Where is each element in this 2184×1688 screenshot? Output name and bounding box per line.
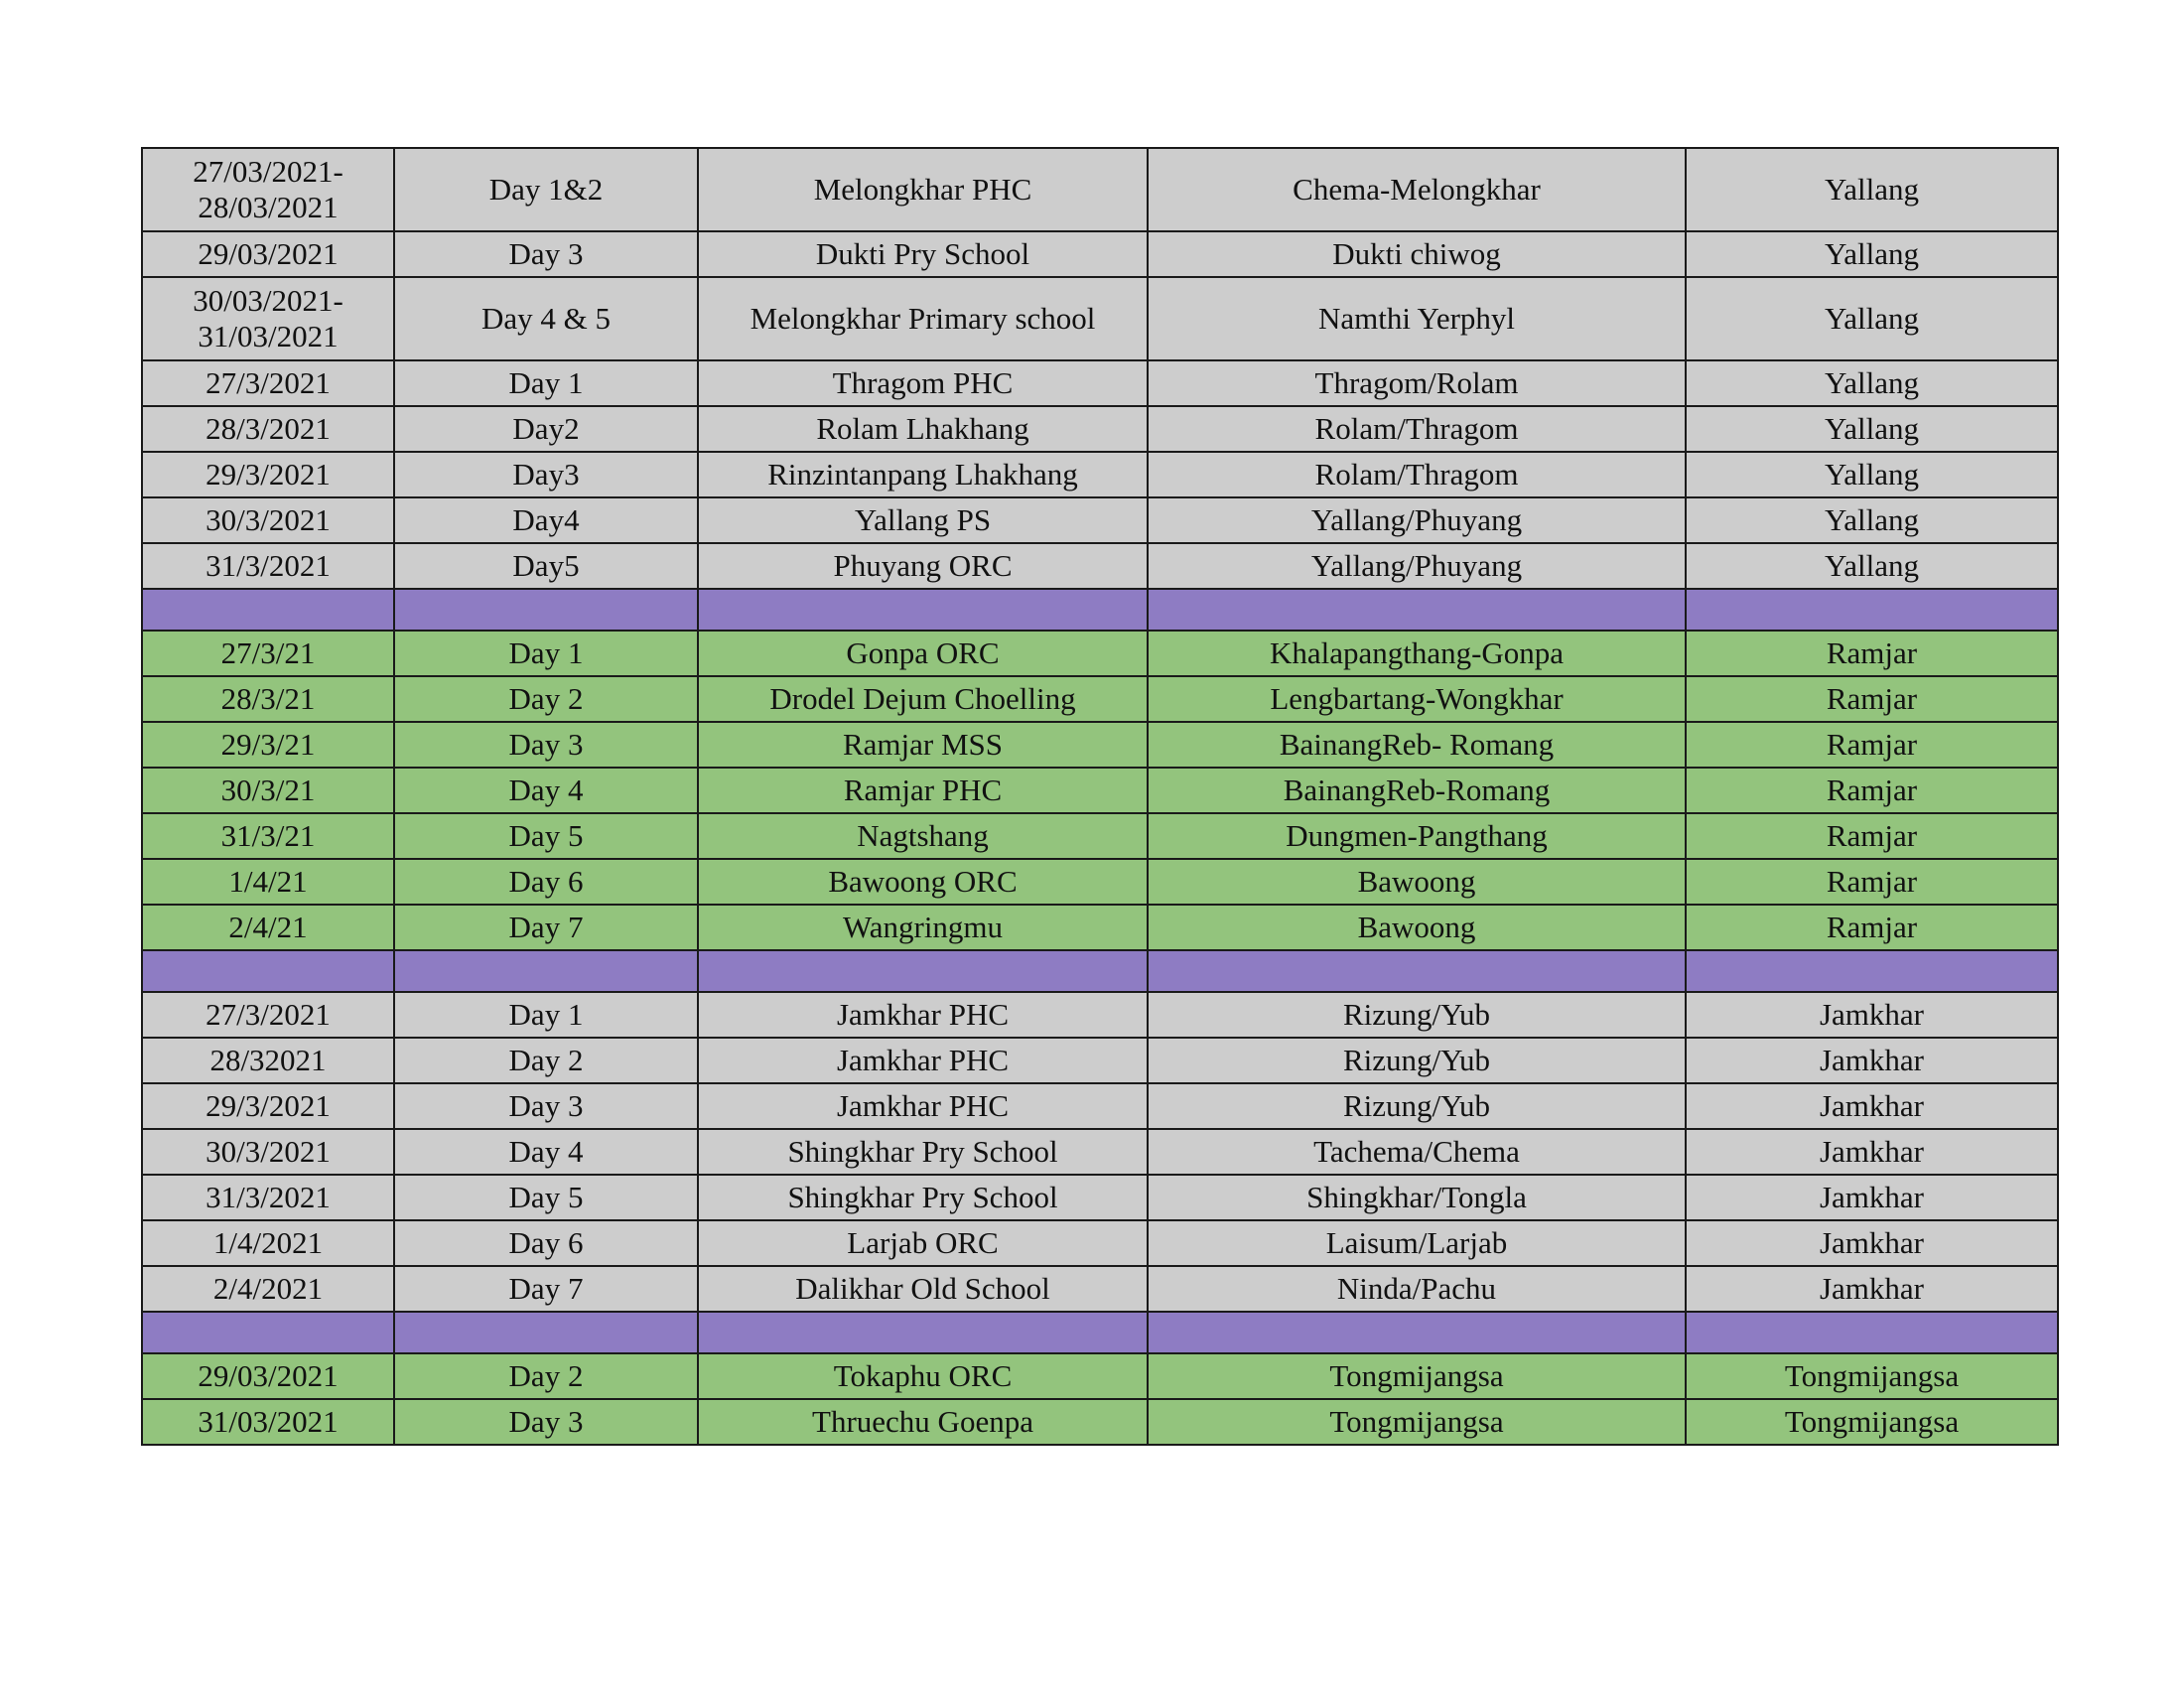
area-cell: Khalapangthang-Gonpa <box>1148 631 1686 676</box>
day-cell: Day5 <box>394 543 698 589</box>
separator-row <box>142 589 2058 631</box>
area-cell: Dukti chiwog <box>1148 231 1686 277</box>
day-cell: Day 1 <box>394 631 698 676</box>
table-row <box>142 722 2058 768</box>
day-cell: Day 3 <box>394 1083 698 1129</box>
venue-cell: Ramjar MSS <box>698 722 1148 768</box>
separator-cell <box>394 950 698 992</box>
date-cell: 27/03/2021-28/03/2021 <box>142 148 394 231</box>
gewog-cell: Yallang <box>1686 497 2058 543</box>
separator-cell <box>698 1312 1148 1353</box>
venue-cell: Wangringmu <box>698 905 1148 950</box>
gewog-cell: Ramjar <box>1686 768 2058 813</box>
venue-cell: Ramjar PHC <box>698 768 1148 813</box>
venue-cell: Larjab ORC <box>698 1220 1148 1266</box>
gewog-cell: Ramjar <box>1686 722 2058 768</box>
separator-row <box>142 950 2058 992</box>
venue-cell: Gonpa ORC <box>698 631 1148 676</box>
gewog-cell: Jamkhar <box>1686 1038 2058 1083</box>
venue-cell: Dalikhar Old School <box>698 1266 1148 1312</box>
venue-cell: Rolam Lhakhang <box>698 406 1148 452</box>
area-cell: Thragom/Rolam <box>1148 360 1686 406</box>
gewog-cell: Yallang <box>1686 452 2058 497</box>
table-row <box>142 1399 2058 1445</box>
area-cell: BainangReb- Romang <box>1148 722 1686 768</box>
area-cell: Tongmijangsa <box>1148 1353 1686 1399</box>
gewog-cell: Tongmijangsa <box>1686 1399 2058 1445</box>
separator-cell <box>1686 589 2058 631</box>
table-row <box>142 676 2058 722</box>
separator-cell <box>1148 1312 1686 1353</box>
date-cell: 2/4/2021 <box>142 1266 394 1312</box>
date-cell: 31/3/21 <box>142 813 394 859</box>
date-cell: 30/03/2021-31/03/2021 <box>142 277 394 360</box>
area-cell: Rolam/Thragom <box>1148 406 1686 452</box>
gewog-cell: Yallang <box>1686 231 2058 277</box>
venue-cell: Shingkhar Pry School <box>698 1129 1148 1175</box>
separator-cell <box>142 1312 394 1353</box>
day-cell: Day 4 & 5 <box>394 277 698 360</box>
gewog-cell: Ramjar <box>1686 905 2058 950</box>
venue-cell: Melongkhar PHC <box>698 148 1148 231</box>
date-cell: 31/3/2021 <box>142 1175 394 1220</box>
gewog-cell: Yallang <box>1686 148 2058 231</box>
day-cell: Day 1 <box>394 992 698 1038</box>
venue-cell: Jamkhar PHC <box>698 1083 1148 1129</box>
table-row <box>142 1266 2058 1312</box>
gewog-cell: Jamkhar <box>1686 1220 2058 1266</box>
date-cell: 28/3/2021 <box>142 406 394 452</box>
gewog-cell: Ramjar <box>1686 631 2058 676</box>
area-cell: Lengbartang-Wongkhar <box>1148 676 1686 722</box>
date-cell: 1/4/21 <box>142 859 394 905</box>
area-cell: Yallang/Phuyang <box>1148 497 1686 543</box>
day-cell: Day 2 <box>394 1353 698 1399</box>
table-row <box>142 1353 2058 1399</box>
day-cell: Day2 <box>394 406 698 452</box>
day-cell: Day 2 <box>394 1038 698 1083</box>
day-cell: Day 4 <box>394 768 698 813</box>
table-row <box>142 1220 2058 1266</box>
gewog-cell: Ramjar <box>1686 859 2058 905</box>
day-cell: Day 5 <box>394 1175 698 1220</box>
date-cell: 31/3/2021 <box>142 543 394 589</box>
gewog-cell: Jamkhar <box>1686 1266 2058 1312</box>
date-cell: 30/3/21 <box>142 768 394 813</box>
area-cell: Rizung/Yub <box>1148 1083 1686 1129</box>
area-cell: Rizung/Yub <box>1148 1038 1686 1083</box>
date-cell: 30/3/2021 <box>142 497 394 543</box>
table-row <box>142 497 2058 543</box>
venue-cell: Thruechu Goenpa <box>698 1399 1148 1445</box>
gewog-cell: Jamkhar <box>1686 1083 2058 1129</box>
venue-cell: Thragom PHC <box>698 360 1148 406</box>
area-cell: Shingkhar/Tongla <box>1148 1175 1686 1220</box>
venue-cell: Tokaphu ORC <box>698 1353 1148 1399</box>
gewog-cell: Yallang <box>1686 277 2058 360</box>
table-row <box>142 1129 2058 1175</box>
separator-cell <box>1686 1312 2058 1353</box>
table-row <box>142 1038 2058 1083</box>
gewog-cell: Jamkhar <box>1686 992 2058 1038</box>
area-cell: Rizung/Yub <box>1148 992 1686 1038</box>
area-cell: Laisum/Larjab <box>1148 1220 1686 1266</box>
venue-cell: Rinzintanpang Lhakhang <box>698 452 1148 497</box>
table-row <box>142 452 2058 497</box>
gewog-cell: Tongmijangsa <box>1686 1353 2058 1399</box>
area-cell: Namthi Yerphyl <box>1148 277 1686 360</box>
day-cell: Day 6 <box>394 1220 698 1266</box>
schedule-table-body <box>142 148 2058 1445</box>
date-cell: 29/03/2021 <box>142 1353 394 1399</box>
separator-cell <box>1148 950 1686 992</box>
area-cell: BainangReb-Romang <box>1148 768 1686 813</box>
table-row <box>142 905 2058 950</box>
venue-cell: Bawoong ORC <box>698 859 1148 905</box>
separator-cell <box>142 950 394 992</box>
separator-row <box>142 1312 2058 1353</box>
area-cell: Ninda/Pachu <box>1148 1266 1686 1312</box>
day-cell: Day 3 <box>394 1399 698 1445</box>
separator-cell <box>394 589 698 631</box>
venue-cell: Phuyang ORC <box>698 543 1148 589</box>
table-row <box>142 859 2058 905</box>
separator-cell <box>698 589 1148 631</box>
day-cell: Day4 <box>394 497 698 543</box>
area-cell: Tachema/Chema <box>1148 1129 1686 1175</box>
date-cell: 29/03/2021 <box>142 231 394 277</box>
gewog-cell: Ramjar <box>1686 676 2058 722</box>
table-row <box>142 992 2058 1038</box>
schedule-table <box>141 147 2059 1446</box>
venue-cell: Jamkhar PHC <box>698 992 1148 1038</box>
table-row <box>142 813 2058 859</box>
date-cell: 27/3/2021 <box>142 360 394 406</box>
date-cell: 29/3/2021 <box>142 452 394 497</box>
table-row <box>142 360 2058 406</box>
separator-cell <box>394 1312 698 1353</box>
table-row <box>142 543 2058 589</box>
area-cell: Bawoong <box>1148 859 1686 905</box>
venue-cell: Nagtshang <box>698 813 1148 859</box>
venue-cell: Drodel Dejum Choelling <box>698 676 1148 722</box>
day-cell: Day 4 <box>394 1129 698 1175</box>
gewog-cell: Yallang <box>1686 406 2058 452</box>
day-cell: Day 7 <box>394 1266 698 1312</box>
table-row <box>142 406 2058 452</box>
table-row <box>142 1175 2058 1220</box>
day-cell: Day 1&2 <box>394 148 698 231</box>
area-cell: Yallang/Phuyang <box>1148 543 1686 589</box>
venue-cell: Dukti Pry School <box>698 231 1148 277</box>
venue-cell: Melongkhar Primary school <box>698 277 1148 360</box>
day-cell: Day 2 <box>394 676 698 722</box>
date-cell: 29/3/21 <box>142 722 394 768</box>
venue-cell: Shingkhar Pry School <box>698 1175 1148 1220</box>
gewog-cell: Ramjar <box>1686 813 2058 859</box>
gewog-cell: Jamkhar <box>1686 1175 2058 1220</box>
date-cell: 29/3/2021 <box>142 1083 394 1129</box>
date-cell: 28/3/21 <box>142 676 394 722</box>
area-cell: Tongmijangsa <box>1148 1399 1686 1445</box>
table-row <box>142 768 2058 813</box>
table-row <box>142 231 2058 277</box>
day-cell: Day 6 <box>394 859 698 905</box>
day-cell: Day 3 <box>394 722 698 768</box>
venue-cell: Jamkhar PHC <box>698 1038 1148 1083</box>
day-cell: Day 1 <box>394 360 698 406</box>
day-cell: Day 3 <box>394 231 698 277</box>
separator-cell <box>1686 950 2058 992</box>
gewog-cell: Yallang <box>1686 360 2058 406</box>
gewog-cell: Yallang <box>1686 543 2058 589</box>
day-cell: Day3 <box>394 452 698 497</box>
date-cell: 27/3/2021 <box>142 992 394 1038</box>
date-cell: 30/3/2021 <box>142 1129 394 1175</box>
table-row <box>142 148 2058 231</box>
area-cell: Bawoong <box>1148 905 1686 950</box>
date-cell: 27/3/21 <box>142 631 394 676</box>
table-row <box>142 631 2058 676</box>
venue-cell: Yallang PS <box>698 497 1148 543</box>
day-cell: Day 5 <box>394 813 698 859</box>
separator-cell <box>698 950 1148 992</box>
area-cell: Chema-Melongkhar <box>1148 148 1686 231</box>
table-row <box>142 277 2058 360</box>
gewog-cell: Jamkhar <box>1686 1129 2058 1175</box>
date-cell: 31/03/2021 <box>142 1399 394 1445</box>
separator-cell <box>1148 589 1686 631</box>
date-cell: 28/32021 <box>142 1038 394 1083</box>
area-cell: Dungmen-Pangthang <box>1148 813 1686 859</box>
day-cell: Day 7 <box>394 905 698 950</box>
date-cell: 2/4/21 <box>142 905 394 950</box>
separator-cell <box>142 589 394 631</box>
area-cell: Rolam/Thragom <box>1148 452 1686 497</box>
table-row <box>142 1083 2058 1129</box>
date-cell: 1/4/2021 <box>142 1220 394 1266</box>
